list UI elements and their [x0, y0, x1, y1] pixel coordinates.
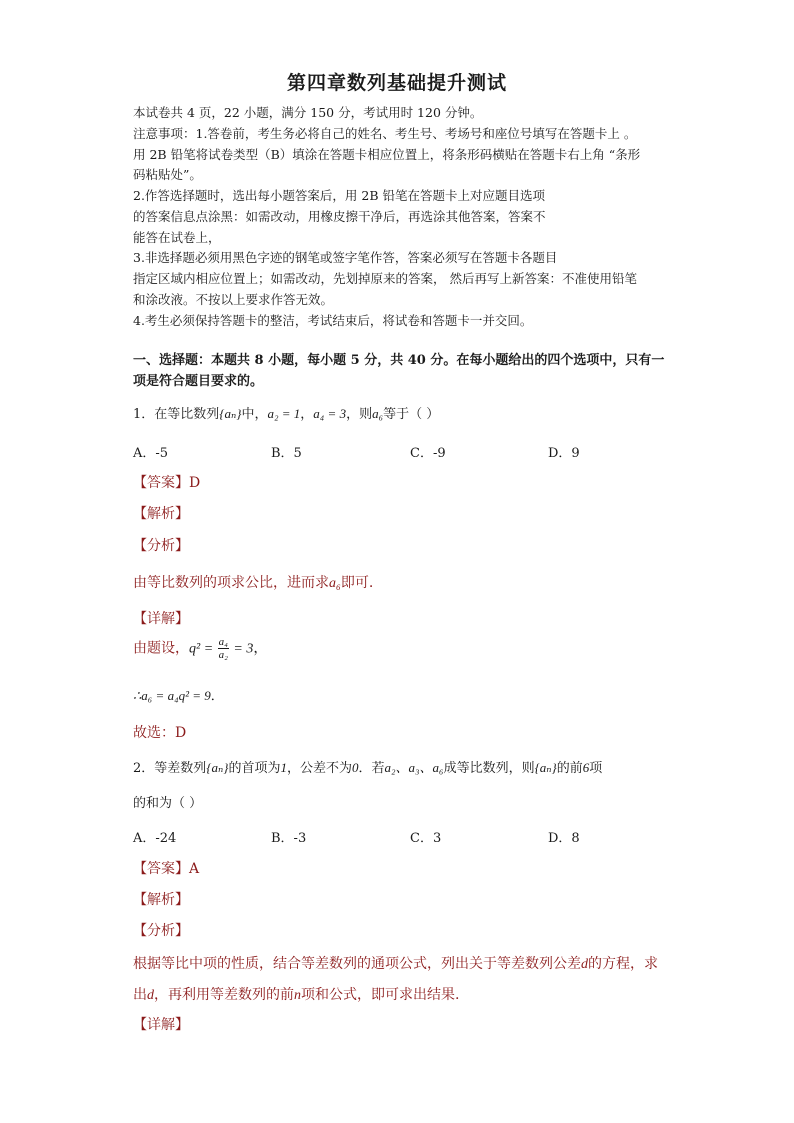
q2-fenxi-n: n: [294, 988, 301, 1003]
q2-six: 6: [582, 760, 590, 775]
section-heading-line-2: 项是符合题目要求的。: [133, 374, 264, 389]
intro-line-4: 码粘贴处”。: [133, 167, 202, 182]
q1-option-d: D．9: [548, 446, 580, 461]
q2-fenxi-line2-c: 项和公式，即可求出结果.: [301, 987, 460, 1003]
q2-fenxi-line1: [133, 953, 658, 973]
q2-fenxi-line2: [133, 984, 459, 1004]
q1-step1-rhs: = 3: [233, 641, 254, 657]
q1-jiexi-tag: 【解析】: [133, 506, 189, 522]
intro-line-9: 指定区域内相应位置上；如需改动，先划掉原来的答案， 然后再写上新答案：不准使用铅笔: [133, 271, 637, 286]
q1-step1: [133, 636, 267, 661]
q2-fenxi-line1-b: 的方程，求: [588, 956, 658, 972]
q2-stem-line2: 的和为（ ）: [133, 796, 203, 811]
intro-line-8: 3.非选择题必须用黑色字迹的钢笔或签字笔作答，答案必须写在答题卡各题目: [133, 250, 558, 265]
q2-option-d: D．8: [548, 831, 580, 846]
q2-option-a: A．-24: [133, 831, 177, 846]
intro-line-1: 本试卷共 4 页，22 小题，满分 150 分，考试用时 120 分钟。: [133, 105, 483, 120]
q1-conclusion: 故选：D: [133, 725, 187, 741]
q1-fenxi-var: a₆: [329, 576, 341, 591]
intro-line-6: 的答案信息点涂黑：如需改动，用橡皮擦干净后，再选涂其他答案，答案不: [133, 209, 546, 224]
section-heading-line-1: 一、选择题：本题共 8 小题，每小题 5 分，共 40 分。在每小题给出的四个选项中，只有一: [133, 353, 665, 368]
page-title: 第四章数列基础提升测试: [286, 72, 507, 94]
q1-cond1: a₂ = 1: [267, 406, 301, 421]
q1-step2: [133, 688, 224, 705]
q2-zero: 0: [351, 760, 359, 775]
q2-fenxi-d: d: [581, 957, 588, 972]
q1-fenxi-text-b: 即可.: [340, 575, 374, 591]
q1-option-c: C．-9: [410, 446, 446, 461]
q2-stem-c: ，公差不为: [286, 761, 352, 776]
q2-stem-f: 的前: [556, 761, 583, 776]
q1-option-a: A．-5: [133, 446, 169, 461]
q1-step1-den: a₂: [218, 649, 228, 661]
q2-seq2: {aₙ}: [534, 760, 557, 775]
intro-line-5: 2.作答选择题时，选出每小题答案后，用 2B 铅笔在答题卡上对应题目选项: [133, 188, 546, 203]
q1-stem-d: 等于（ ）: [383, 407, 440, 422]
intro-line-2: 注意事项：1.答卷前，考生务必将自己的姓名、考生号、考场号和座位号填写在答题卡上 。: [133, 126, 637, 141]
q1-fenxi-text-a: 由等比数列的项求公比，进而求: [133, 575, 329, 591]
q2-fenxi-line2-a: 出: [133, 987, 147, 1003]
q2-fenxi-line1-a: 根据等比中项的性质，结合等差数列的通项公式，列出关于等差数列公差: [133, 956, 581, 972]
q1-stem: [133, 406, 439, 423]
q1-xiangjie-tag: 【详解】: [133, 611, 189, 627]
q1-target: a₆: [372, 406, 384, 421]
q1-step2-formula: ∴a₆ = a₄q² = 9: [133, 688, 211, 703]
q2-xiangjie-tag: 【详解】: [133, 1017, 189, 1033]
q1-fenxi-tag: 【分析】: [133, 538, 189, 554]
q1-step1-a: 由题设，: [133, 640, 189, 657]
q1-stem-c: ，则: [346, 407, 373, 422]
intro-line-10: 和涂改液。不按以上要求作答无效。: [133, 292, 334, 307]
q1-cond2: a₄ = 3: [313, 406, 347, 421]
q2-terms: a₂、a₃、a₆: [384, 760, 444, 775]
q2-answer-tag: 【答案】A: [133, 861, 200, 877]
q2-one: 1: [280, 760, 287, 775]
q1-answer-tag: 【答案】D: [133, 475, 201, 491]
q1-fenxi-text: [133, 572, 373, 592]
q2-jiexi-tag: 【解析】: [133, 892, 189, 908]
q1-step2-end: ．: [210, 689, 224, 704]
q2-option-c: C．3: [410, 831, 442, 846]
intro-line-11: 4.考生必须保持答题卡的整洁，考试结束后，将试卷和答题卡一并交回。: [133, 313, 533, 328]
q1-stem-a: 1．在等比数列: [133, 407, 220, 422]
q2-fenxi-d2: d: [147, 988, 154, 1003]
intro-line-7: 能答在试卷上，: [133, 230, 221, 245]
q1-option-b: B．5: [271, 446, 302, 461]
q2-seq: {aₙ}: [206, 760, 229, 775]
q1-sep: ，: [300, 407, 314, 422]
q2-fenxi-line2-b: ，再利用等差数列的前: [154, 987, 294, 1003]
q2-stem-d: ．若: [358, 761, 385, 776]
q2-stem-e: 成等比数列，则: [443, 761, 535, 776]
q2-stem-g: 项: [589, 761, 603, 776]
q2-stem-a: 2．等差数列: [133, 761, 207, 776]
q1-stem-b: 中，: [241, 407, 268, 422]
q2-stem-b: 的首项为: [228, 761, 281, 776]
q1-seq: {aₙ}: [219, 406, 242, 421]
q1-step1-lhs: q² =: [189, 641, 214, 657]
intro-line-3: 用 2B 铅笔将试卷类型（B）填涂在答题卡相应位置上，将条形码横贴在答题卡右上角 “条形: [133, 147, 641, 162]
q2-option-b: B．-3: [271, 831, 307, 846]
q1-step1-end: ，: [253, 640, 268, 657]
q2-stem: [133, 760, 602, 777]
q1-step1-fraction: [218, 636, 229, 661]
q2-fenxi-tag: 【分析】: [133, 923, 189, 939]
q1-step1-num: a₄: [218, 636, 228, 648]
